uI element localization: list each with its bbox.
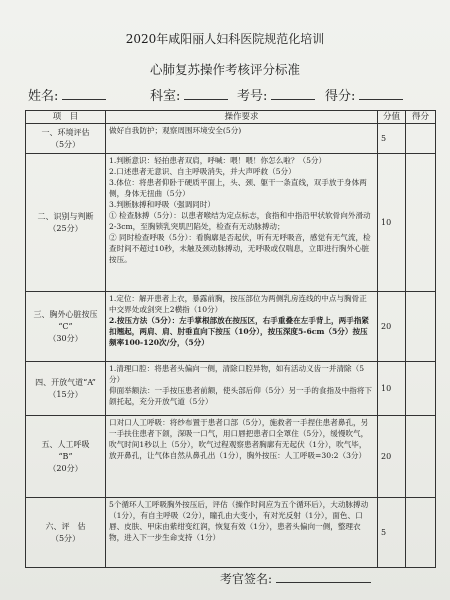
requirements-cell: 1.判断意识：轻拍患者双肩，呼喊：喂！喂！你怎么啦？（5分） 2.口述患者无意识、自主呼吸消失，并大声呼救（5分） 3.体位：将患者仰卧于硬质平面上，头、颈、躯干一条直线，双手放于身体两侧，身体无扭曲（5分） 3.判断脉搏和呼吸（强调同时） ① 检查脉搏（5分）：以患者喉结为定点标志，食指和中指沿甲状软骨向外滑动2-3cm，至胸锁乳突肌凹陷处，检查有无动脉搏动； ② 同时检查呼吸（5分）：看胸廓是否起伏，听有无呼吸音，感觉有无气流，检查时间不超过10秒，未触及颈动脉搏动，无呼吸或仅喘息，立即进行胸外心脏按压。 bbox=[106, 154, 378, 292]
header-item: 项 目 bbox=[26, 111, 106, 124]
requirements-cell: 1.清理口腔：将患者头偏向一侧，清除口腔异物，如有活动义齿一并清除（5分） 仰面举额法：一手按压患者前额，使头部后仰（5分）另一手的食指及中指将下颌托起，充分开放气道（5分） bbox=[106, 362, 378, 416]
table-row bbox=[26, 292, 436, 362]
department-label: 科室: bbox=[150, 89, 181, 104]
score-table bbox=[25, 110, 436, 568]
exam-number-label: 考号: bbox=[237, 89, 268, 104]
item-cell: 六、评 估 （5分） bbox=[26, 498, 106, 568]
item-cell: 一、环境评估 （5分） bbox=[26, 124, 106, 154]
table-row bbox=[26, 416, 436, 498]
header-points: 分值 bbox=[378, 111, 406, 124]
earned-cell[interactable] bbox=[406, 154, 436, 292]
name-label: 姓名: bbox=[28, 89, 59, 104]
score-field bbox=[325, 85, 403, 104]
name-field bbox=[28, 85, 106, 104]
table-row bbox=[26, 124, 436, 154]
document-title: 2020年咸阳丽人妇科医院规范化培训 bbox=[125, 32, 325, 46]
earned-cell[interactable] bbox=[406, 292, 436, 362]
points-cell: 20 bbox=[378, 292, 406, 362]
table-row bbox=[26, 362, 436, 416]
points-cell: 5 bbox=[378, 498, 406, 568]
requirements-cell: 5个循环人工呼吸胸外按压后，评估（操作时间应为五个循环后），大动脉搏动（1分），有自主呼吸（2分），瞳孔由大变小，有对光反射（1分），面色、口唇、皮肤、甲床由紫绀变红润，恢复有效（1分），患者头偏向一侧，整理衣物，进入下一步生命支持（1分） bbox=[106, 498, 378, 568]
item-cell: 三、胸外心脏按压 “C” （30分） bbox=[26, 292, 106, 362]
department-field bbox=[150, 85, 228, 104]
item-cell: 二、识别与判断 （25分） bbox=[26, 154, 106, 292]
item-cell: 五、人工呼吸 “B” （20分） bbox=[26, 416, 106, 498]
item-cell: 四、开放气道“A” （15分） bbox=[26, 362, 106, 416]
earned-cell[interactable] bbox=[406, 124, 436, 154]
points-cell: 20 bbox=[378, 416, 406, 498]
score-label: 得分: bbox=[325, 89, 356, 104]
examiner-signature-field bbox=[220, 570, 371, 587]
earned-cell[interactable] bbox=[406, 498, 436, 568]
requirements-cell: 1.定位：解开患者上衣，暴露前胸，按压部位为两侧乳房连线的中点与胸骨正中交界处或剑突上2横指（10分） 2.按压方法（5分）：左手掌根部放在按压区，右手重叠在左手背上，两手指紧扣翘起，两肩、肩、肘垂直向下按压（10分），按压深度5-6cm（5分）按压频率100-120次/分，（5分） bbox=[106, 292, 378, 362]
document-subtitle: 心肺复苏操作考核评分标准 bbox=[149, 62, 300, 77]
name-blank bbox=[62, 89, 106, 100]
score-blank bbox=[359, 89, 403, 100]
exam-number-field bbox=[237, 85, 315, 104]
exam-number-blank bbox=[271, 89, 315, 100]
points-cell: 10 bbox=[378, 154, 406, 292]
signature-blank[interactable] bbox=[276, 572, 371, 583]
requirements-cell: 做好自我防护；观察周围环境安全(5分) bbox=[106, 124, 378, 154]
requirements-cell: 口对口人工呼吸：将纱布置于患者口部（5分），施救者一手捏住患者鼻孔，另一手扶住患者下颌，深吸一口气，用口唇把患者口全罩住（5分），缓慢吹气，吹气时间1秒以上（5分），吹气过程观察患者胸廓有无起伏（1分），吹气毕，放开鼻孔，让气体自然从鼻孔出（1分），胸外按压：人工呼吸=30:2（3分） bbox=[106, 416, 378, 498]
earned-cell[interactable] bbox=[406, 416, 436, 498]
table-row bbox=[26, 154, 436, 292]
points-cell: 5 bbox=[378, 124, 406, 154]
earned-cell[interactable] bbox=[406, 362, 436, 416]
table-row bbox=[26, 498, 436, 568]
department-blank bbox=[184, 89, 228, 100]
header-requirements: 操作要求 bbox=[106, 111, 378, 124]
header-earned: 得分 bbox=[406, 111, 436, 124]
table-header-row bbox=[26, 111, 436, 124]
examiner-signature-label: 考官签名: bbox=[220, 572, 273, 586]
points-cell: 10 bbox=[378, 362, 406, 416]
